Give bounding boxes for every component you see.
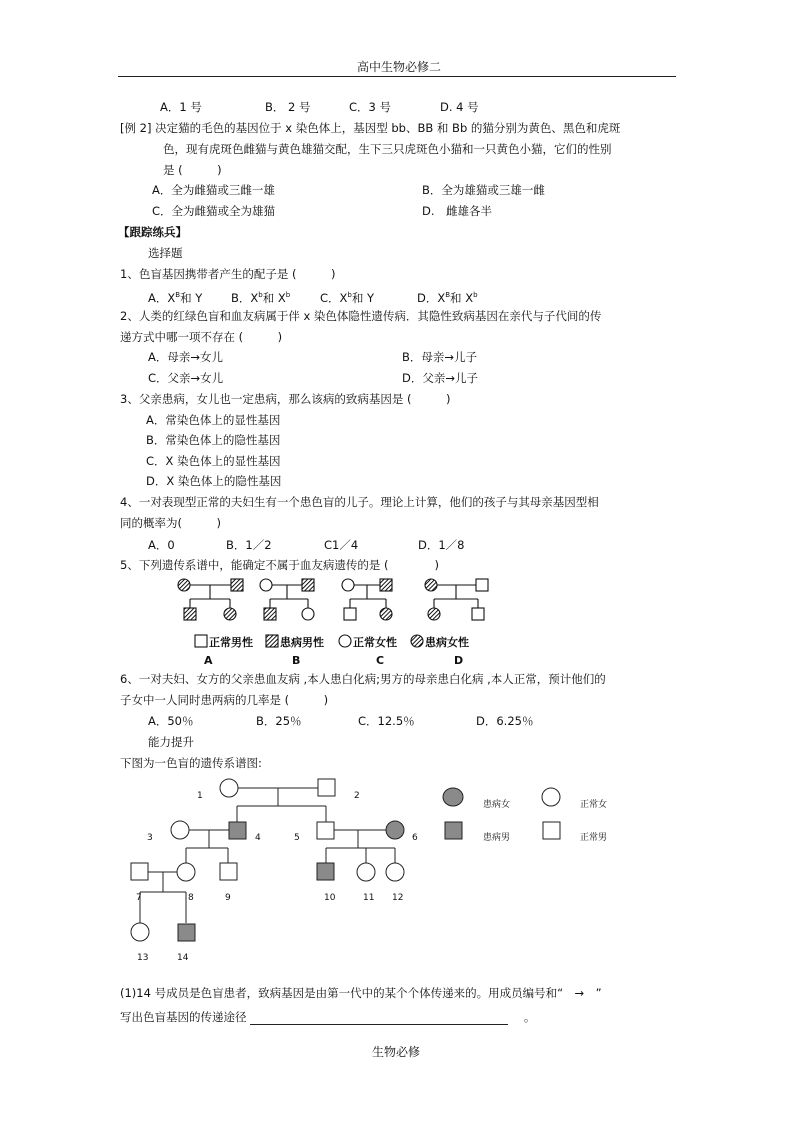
label-a: A [204, 654, 213, 667]
q4-line2: 同的概率为( ) [120, 516, 221, 530]
example2-option-d: D. 雌雄各半 [422, 204, 493, 218]
q6-option-c: C．12.5％ [358, 714, 415, 728]
answer-blank[interactable] [250, 1012, 508, 1025]
legend-normal-male: 正常男性 [209, 636, 253, 649]
example2-line3: 是 ( ) [163, 163, 222, 177]
example2-option-a: A．全为雌猫或三雌一雄 [152, 183, 275, 197]
member-9: 9 [225, 893, 231, 903]
pedigree-c [342, 579, 392, 620]
q1-option-a: A．$X^B$和 Y [148, 290, 203, 305]
q3-option-d: D．X 染色体上的隐性基因 [146, 474, 282, 488]
example2-line2: 色，现有虎斑色雌猫与黄色雄猫交配，生下三只虎斑色小猫和一只黄色小猫，它们的性别 [163, 142, 612, 156]
member-1: 1 [197, 791, 203, 801]
q3-stem: 3、父亲患病，女儿也一定患病，那么该病的致病基因是 ( ) [120, 392, 451, 406]
label-d: D [454, 654, 464, 667]
prev-option-d: D. 4 号 [440, 100, 479, 114]
prev-option-b: B． 2 号 [265, 100, 311, 114]
legend-sick-female: 患病女性 [425, 636, 469, 649]
example2-line1: [例 2] 决定猫的毛色的基因位于 x 染色体上，基因型 bb、BB 和 Bb 的猫分别为黄色、黑色和虎斑 [120, 121, 621, 135]
q4-option-d: D．1／8 [418, 538, 465, 552]
section-subtitle: 选择题 [148, 246, 183, 260]
q4-option-c: C1／4 [324, 538, 359, 552]
legend-sick-male-label: 患病男 [483, 833, 511, 843]
member-5: 5 [294, 833, 300, 843]
q4-option-a: A．0 [148, 538, 175, 552]
pedigree-a [178, 579, 243, 620]
q6-option-a: A．50％ [148, 714, 194, 728]
q2-option-c: C．父亲→女儿 [148, 371, 224, 385]
member-13: 13 [137, 953, 149, 963]
pedigree-intro: 下图为一色盲的遗传系谱图: [120, 756, 262, 770]
question1-tail: 。 [523, 1010, 536, 1024]
section-title: 【跟踪练兵】 [118, 225, 187, 239]
q3-option-c: C．X 染色体上的显性基因 [146, 454, 281, 468]
q4-line1: 4、一对表现型正常的夫妇生有一个患色盲的儿子。理论上计算，他们的孩子与其母亲基因型相 [120, 495, 599, 509]
member-8: 8 [188, 893, 194, 903]
q2-option-a: A．母亲→女儿 [148, 350, 224, 364]
member-11: 11 [363, 893, 375, 903]
example2-option-c: C．全为雌猫或全为雄猫 [152, 204, 276, 218]
q2-line2: 递方式中哪一项不存在 ( ) [120, 330, 283, 344]
label-b: B [292, 654, 301, 667]
legend-sick-male: 患病男性 [280, 636, 324, 649]
pedigree-b [260, 579, 314, 620]
q2-line1: 2、人类的红绿色盲和血友病属于伴 x 染色体隐性遗传病．其隐性致病基因在亲代与子代间的传 [120, 309, 602, 323]
q1-stem: 1、色盲基因携带者产生的配子是 ( ) [120, 267, 336, 281]
question1-line1: (1)14 号成员是色盲患者，致病基因是由第一代中的某个个体传递来的。用成员编号和“ → ” [120, 986, 602, 1000]
q2-option-b: B．母亲→儿子 [402, 350, 478, 364]
q1-option-d: D．$X^B$和 $X^b$ [417, 290, 478, 305]
q3-option-b: B．常染色体上的隐性基因 [146, 433, 281, 447]
ability-section: 能力提升 [148, 735, 194, 749]
legend-sick-female-label: 患病女 [483, 800, 511, 810]
prev-option-c: C．3 号 [349, 100, 392, 114]
colorblind-pedigree [118, 772, 628, 967]
legend-normal-female-label: 正常女 [580, 800, 608, 810]
page-footer: 生物必修 [372, 1045, 421, 1059]
legend-normal-male-label: 正常男 [580, 833, 608, 843]
legend-normal-female: 正常女性 [353, 636, 397, 649]
member-3: 3 [147, 833, 153, 843]
question1-prompt: 写出色盲基因的传递途径 [120, 1010, 247, 1024]
member-14: 14 [177, 953, 189, 963]
member-10: 10 [324, 893, 336, 903]
prev-option-a: A．1 号 [160, 100, 202, 114]
q1-option-b: B．$X^b$和 $X^b$ [231, 290, 291, 305]
label-c: C [376, 654, 385, 667]
q6-line2: 子女中一人同时患两病的几率是 ( ) [120, 693, 329, 707]
example2-option-b: B．全为雄猫或三雄一雌 [422, 183, 545, 197]
header-rule [118, 76, 676, 77]
member-2: 2 [354, 791, 360, 801]
q6-option-b: B．25％ [256, 714, 302, 728]
q6-option-d: D．6.25％ [476, 714, 534, 728]
q3-option-a: A．常染色体上的显性基因 [146, 413, 281, 427]
member-7: 7 [136, 893, 142, 903]
q2-option-d: D．父亲→儿子 [402, 371, 478, 385]
q4-option-b: B．1／2 [226, 538, 272, 552]
member-4: 4 [255, 833, 261, 843]
page-header: 高中生物必修二 [357, 60, 442, 74]
question1-line2 [120, 1009, 535, 1025]
member-6: 6 [412, 833, 418, 843]
q1-option-c: C．$X^b$和 Y [320, 290, 375, 305]
q5-pedigree-figure [170, 572, 490, 670]
q6-line1: 6、一对夫妇、女方的父亲患血友病 ,本人患白化病;男方的母亲患白化病 ,本人正常，预计他们的 [120, 672, 606, 686]
q5-stem: 5、下列遗传系谱中，能确定不属于血友病遗传的是 ( ) [120, 558, 439, 572]
pedigree-d [425, 579, 488, 620]
member-12: 12 [392, 893, 404, 903]
